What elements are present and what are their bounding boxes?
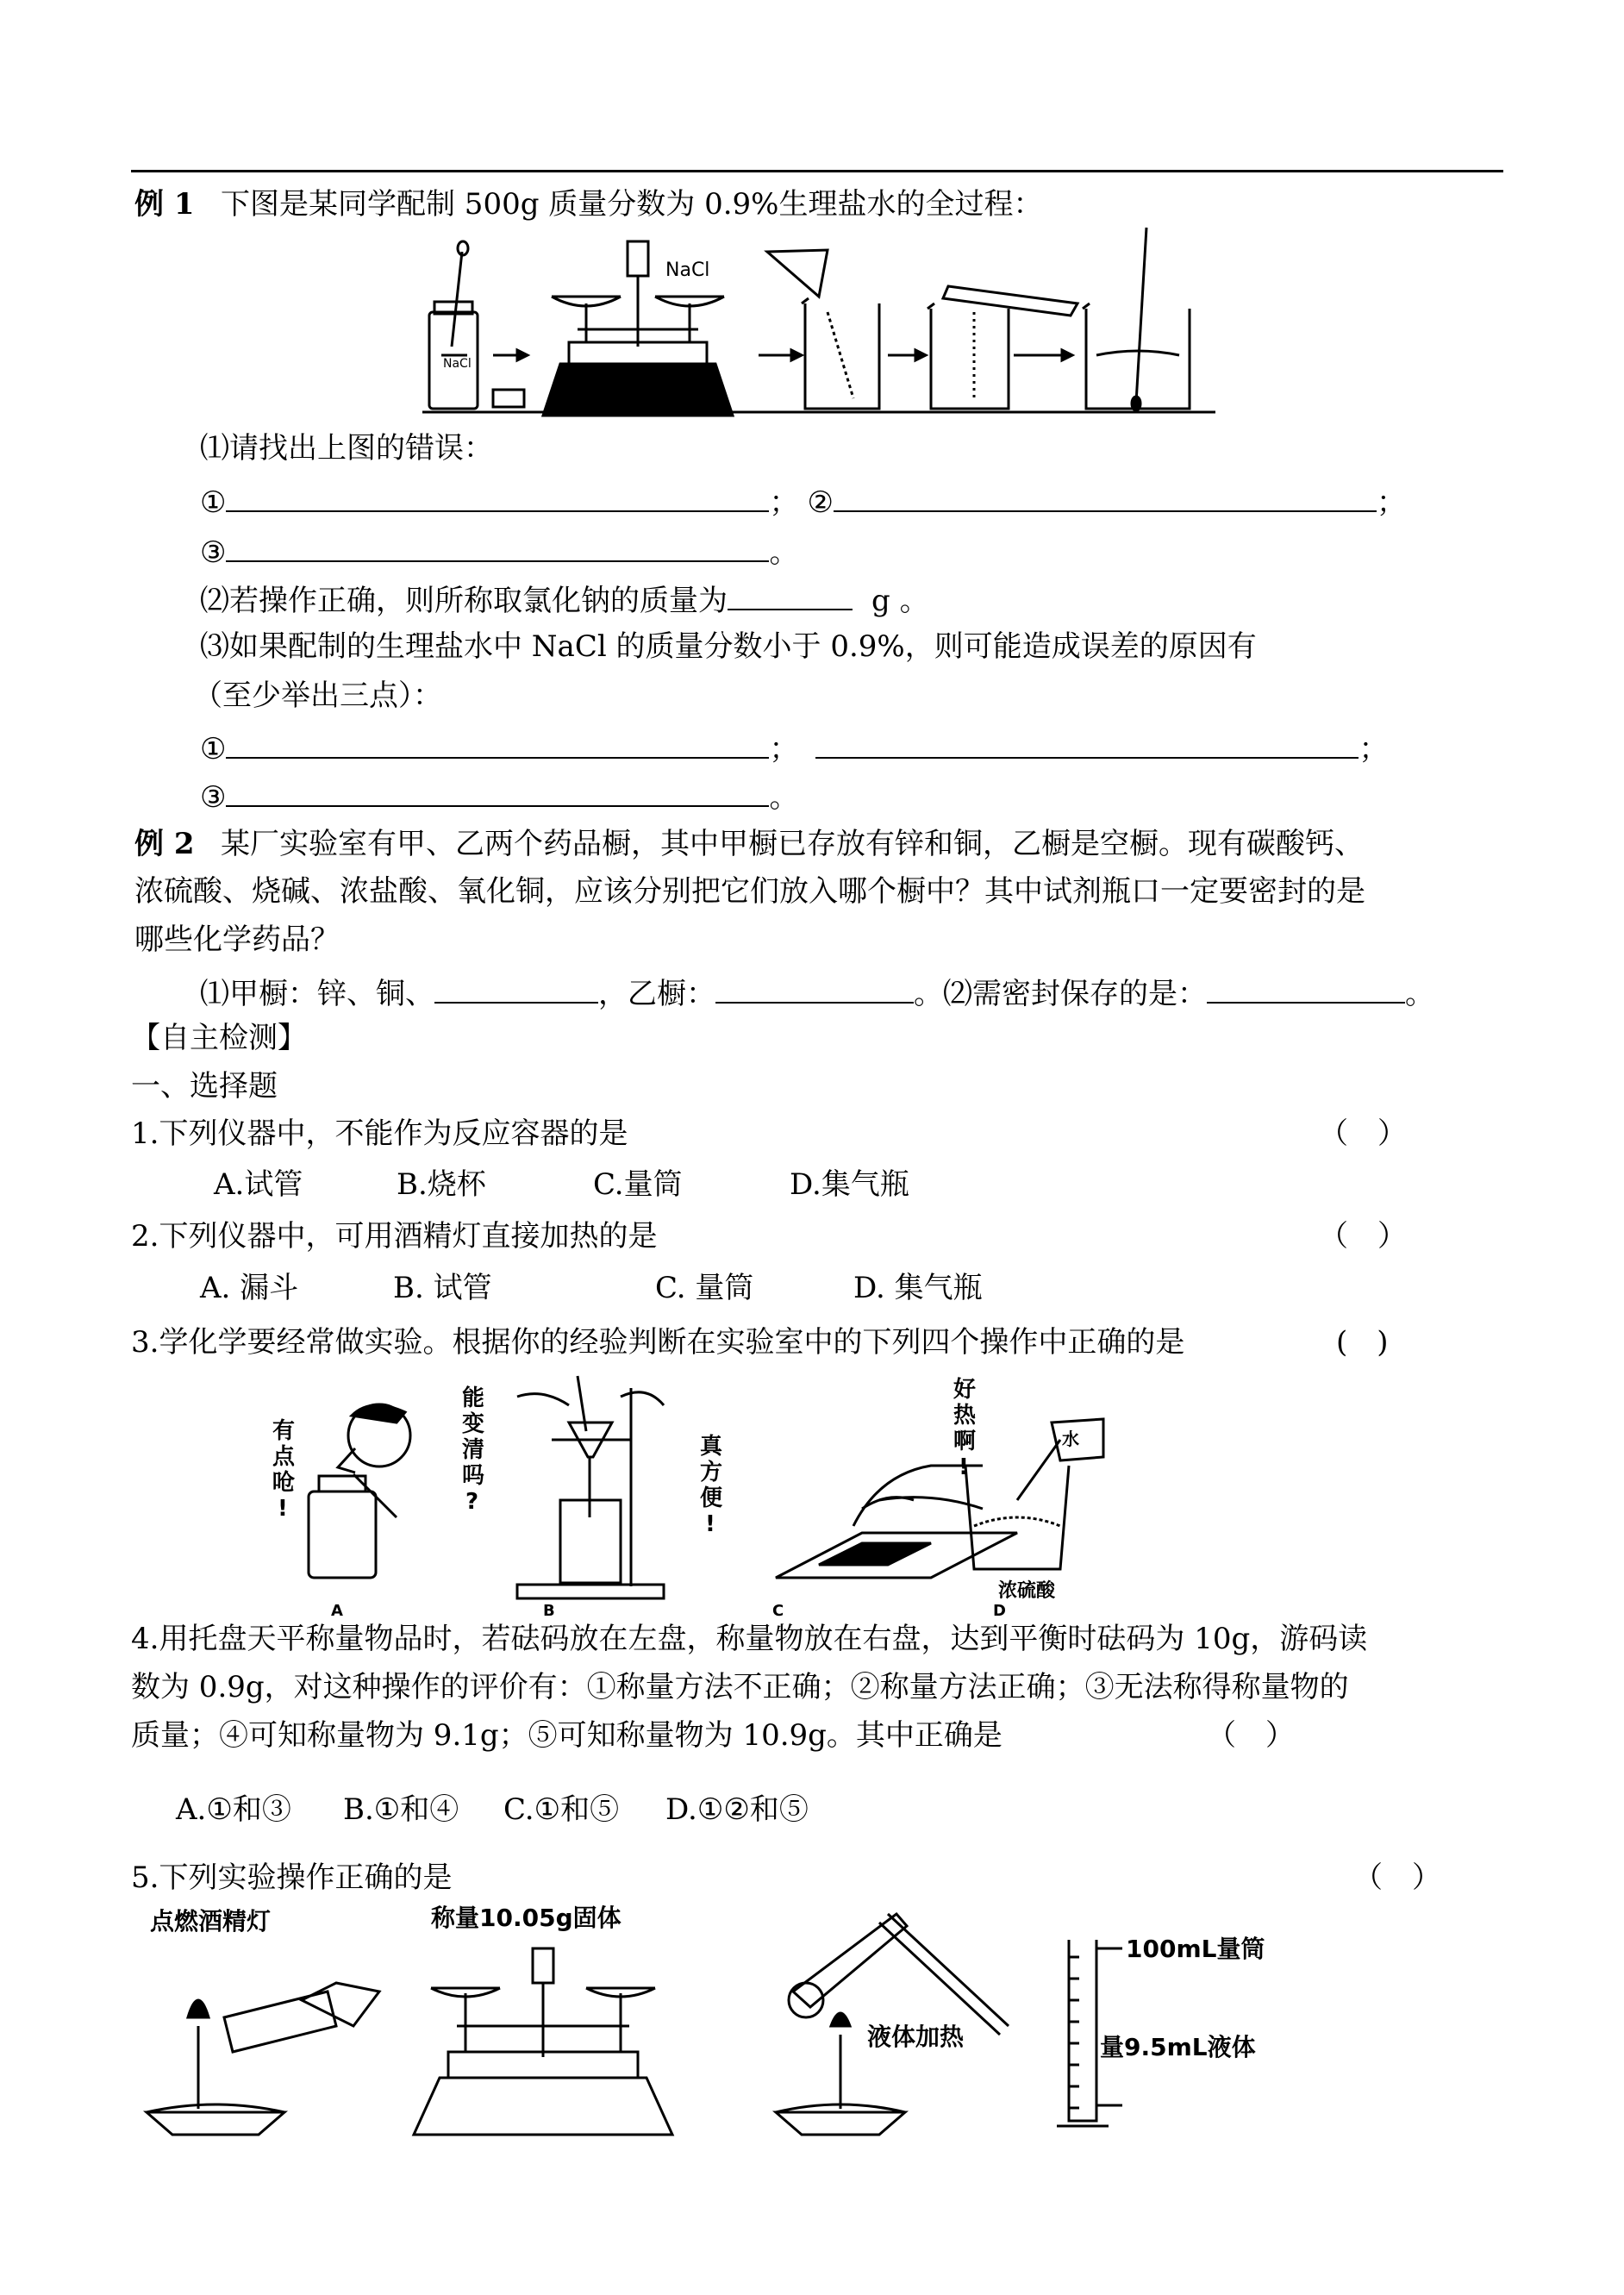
fig-heating-label: 液体加热 bbox=[867, 2023, 965, 2051]
circled-1: ① bbox=[200, 732, 227, 766]
ex2-line-3: 哪些化学药品？ bbox=[134, 922, 340, 957]
fig-c-caption-3: 便 bbox=[700, 1485, 723, 1511]
ex2-answer-text: 。 bbox=[1405, 977, 1434, 1011]
q1-option-c[interactable]: C.量筒 bbox=[593, 1167, 683, 1202]
q5-answer-paren[interactable]: （ ） bbox=[1353, 1860, 1441, 1895]
fig-d-acid-label: 浓硫酸 bbox=[998, 1580, 1056, 1602]
ex2-answer-text: ，乙橱： bbox=[598, 977, 715, 1011]
ex1-q3: ⑶如果配制的生理盐水中 NaCl 的质量分数小于 0.9%，则可能造成误差的原因有 bbox=[200, 629, 1257, 664]
self-check-heading: 【自主检测】 bbox=[131, 1021, 307, 1055]
header-rule bbox=[131, 170, 1503, 172]
q4-answer-paren[interactable]: （ ） bbox=[1207, 1718, 1295, 1753]
period: 。 bbox=[769, 535, 799, 570]
ex1-answer-row-3 bbox=[200, 731, 1388, 764]
fig-a-caption-3: 呛 bbox=[272, 1470, 296, 1496]
semicolon: ； bbox=[1376, 485, 1406, 520]
example-2-label: 例 2 bbox=[134, 827, 195, 861]
fig-d-water-label: 水 bbox=[1062, 1429, 1079, 1449]
fig-b-caption-1: 能 bbox=[462, 1385, 485, 1411]
nacl-dish-label: NaCl bbox=[665, 260, 710, 281]
ex1-q2-text: ⑵若操作正确，则所称取氯化钠的质量为 bbox=[200, 584, 728, 618]
answer-blank[interactable] bbox=[434, 976, 598, 1004]
answer-blank[interactable] bbox=[728, 583, 853, 610]
q1-stem: 1.下列仪器中，不能作为反应容器的是 bbox=[131, 1116, 628, 1151]
q1-option-a[interactable]: A.试管 bbox=[214, 1167, 303, 1202]
q1-option-b[interactable]: B.烧杯 bbox=[397, 1167, 486, 1202]
fig-c-caption-4: ! bbox=[705, 1511, 715, 1537]
circled-1: ① bbox=[200, 485, 227, 520]
fig-balance-label: 称量10.05g固体 bbox=[431, 1904, 621, 1932]
fig-a-caption-2: 点 bbox=[272, 1444, 296, 1470]
semicolon: ； bbox=[1359, 732, 1389, 766]
ex1-q2-unit: g 。 bbox=[871, 584, 929, 618]
ex1-answer-row-2 bbox=[200, 535, 799, 570]
section-heading: 一、选择题 bbox=[131, 1069, 278, 1104]
ex1-q1: ⑴请找出上图的错误： bbox=[200, 431, 493, 466]
q2-option-d[interactable]: D. 集气瓶 bbox=[853, 1271, 983, 1305]
ex1-answer-row-1 bbox=[200, 485, 1406, 520]
fig-d-caption-2: 热 bbox=[953, 1403, 977, 1429]
q4-line-1: 4.用托盘天平称量物品时，若砝码放在左盘，称量物放在右盘，达到平衡时砝码为 10g，游码读 bbox=[131, 1622, 1368, 1656]
ex1-q3-note: （至少举出三点）： bbox=[193, 678, 442, 713]
answer-blank[interactable] bbox=[226, 535, 769, 562]
nacl-preparation-figure bbox=[422, 226, 1215, 417]
q5-operations-figure bbox=[138, 1897, 1327, 2138]
fig-c-caption-2: 方 bbox=[700, 1460, 723, 1485]
q1-answer-paren[interactable]: （ ） bbox=[1319, 1116, 1407, 1151]
fig-cylinder-volume-label: 量9.5mL液体 bbox=[1100, 2033, 1256, 2061]
q4-option-b[interactable]: B.①和④ bbox=[343, 1792, 459, 1827]
ex2-answer-text: 。⑵需密封保存的是： bbox=[914, 977, 1207, 1011]
answer-blank[interactable] bbox=[226, 731, 769, 759]
q3-operations-figure bbox=[259, 1371, 1121, 1617]
q4-option-d[interactable]: D.①②和⑤ bbox=[665, 1792, 809, 1827]
q5-stem: 5.下列实验操作正确的是 bbox=[131, 1860, 453, 1895]
fig-b-caption-2: 变 bbox=[462, 1411, 485, 1437]
fig-label-a: A bbox=[331, 1602, 343, 1617]
fig-label-c: C bbox=[772, 1602, 784, 1617]
ex2-line-2: 浓硫酸、烧碱、浓盐酸、氧化铜，应该分别把它们放入哪个橱中？其中试剂瓶口一定要密封的是 bbox=[134, 874, 1365, 909]
circled-2: ② bbox=[807, 485, 834, 520]
q1-option-d[interactable]: D.集气瓶 bbox=[790, 1167, 909, 1202]
q4-line-3: 质量；④可知称量物为 9.1g；⑤可知称量物为 10.9g。其中正确是 bbox=[131, 1718, 1003, 1753]
ex2-answer-row bbox=[200, 976, 1434, 1009]
answer-blank[interactable] bbox=[834, 485, 1377, 512]
fig-label-b: B bbox=[543, 1602, 555, 1617]
q2-answer-paren[interactable]: （ ） bbox=[1319, 1219, 1407, 1254]
answer-blank[interactable] bbox=[815, 731, 1359, 759]
fig-c-caption-1: 真 bbox=[700, 1434, 723, 1460]
nacl-jar-label: NaCl bbox=[443, 357, 472, 371]
fig-d-caption-4: ! bbox=[959, 1454, 969, 1480]
circled-3: ③ bbox=[200, 535, 227, 570]
circled-3: ③ bbox=[200, 780, 227, 815]
fig-a-caption-1: 有 bbox=[272, 1418, 296, 1444]
ex2-line-1: 某厂实验室有甲、乙两个药品橱，其中甲橱已存放有锌和铜，乙橱是空橱。现有碳酸钙、 bbox=[221, 827, 1364, 861]
q2-option-c[interactable]: C. 量筒 bbox=[655, 1271, 754, 1305]
fig-cylinder-label: 100mL量筒 bbox=[1126, 1935, 1265, 1963]
q4-option-a[interactable]: A.①和③ bbox=[176, 1792, 291, 1827]
semicolon: ； bbox=[769, 732, 799, 766]
fig-label-d: D bbox=[993, 1602, 1006, 1617]
answer-blank[interactable] bbox=[1207, 976, 1405, 1004]
answer-blank[interactable] bbox=[715, 976, 914, 1004]
q3-answer-paren[interactable]: ( ) bbox=[1336, 1325, 1389, 1360]
answer-blank[interactable] bbox=[226, 485, 769, 512]
answer-blank[interactable] bbox=[226, 779, 769, 807]
q4-line-2: 数为 0.9g，对这种操作的评价有：①称量方法不正确；②称量方法正确；③无法称得称量物的 bbox=[131, 1670, 1349, 1704]
q2-option-a[interactable]: A. 漏斗 bbox=[200, 1271, 299, 1305]
fig-b-caption-5: ? bbox=[465, 1489, 479, 1515]
fig-d-caption-3: 啊 bbox=[953, 1429, 977, 1454]
fig-d-caption-1: 好 bbox=[953, 1377, 977, 1403]
q2-option-b[interactable]: B. 试管 bbox=[393, 1271, 492, 1305]
fig-a-caption-4: ! bbox=[278, 1496, 288, 1522]
fig-b-caption-4: 吗 bbox=[462, 1463, 485, 1489]
ex1-q2 bbox=[200, 583, 929, 616]
example-1-intro: 下图是某同学配制 500g 质量分数为 0.9%生理盐水的全过程： bbox=[221, 187, 1043, 222]
ex1-answer-row-4 bbox=[200, 779, 799, 815]
q2-stem: 2.下列仪器中，可用酒精灯直接加热的是 bbox=[131, 1219, 658, 1254]
ex2-answer-text: ⑴甲橱：锌、铜、 bbox=[200, 977, 434, 1011]
period: 。 bbox=[769, 780, 799, 815]
q4-option-c[interactable]: C.①和⑤ bbox=[503, 1792, 620, 1827]
semicolon: ； bbox=[769, 485, 799, 520]
fig-lamp-label: 点燃酒精灯 bbox=[150, 1907, 272, 1935]
example-1-label: 例 1 bbox=[134, 187, 195, 222]
fig-b-caption-3: 清 bbox=[462, 1437, 485, 1463]
q3-stem: 3.学化学要经常做实验。根据你的经验判断在实验室中的下列四个操作中正确的是 bbox=[131, 1325, 1185, 1360]
